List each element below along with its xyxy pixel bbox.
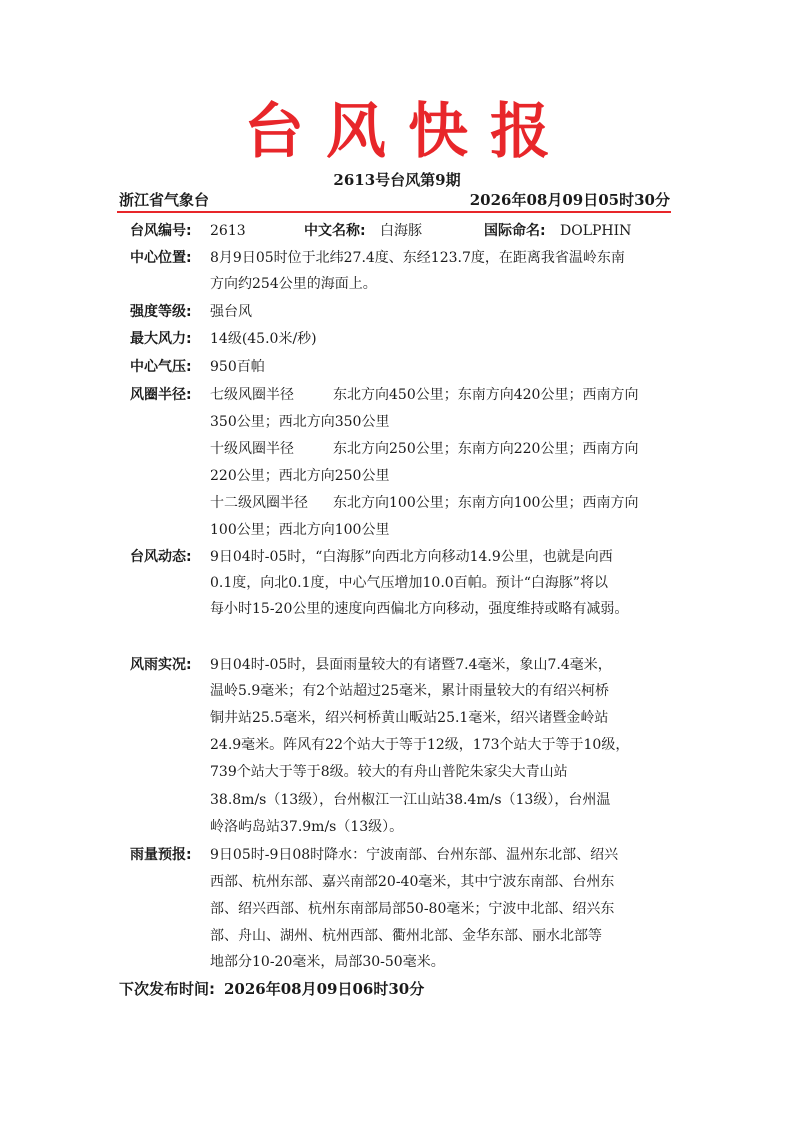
rain-forecast-line: 部、舟山、湖州、杭州西部、衢州北部、金华东部、丽水北部等 <box>210 928 602 944</box>
max-wind-label: 最大风力: <box>130 331 192 347</box>
issue-datetime: 2026年08月09日05时30分 <box>469 191 670 209</box>
intl-name-label: 国际命名: <box>484 223 546 239</box>
movement-line: 每小时15-20公里的速度向西偏北方向移动，强度维持或略有减弱。 <box>210 601 629 617</box>
rain-forecast-block <box>0 842 794 977</box>
wind-ring-name: 十级风圈半径 <box>210 441 294 457</box>
observations-line: 温岭5.9毫米；有2个站超过25毫米，累计雨量较大的有绍兴柯桥 <box>210 683 609 699</box>
issue-number: 2613号台风第9期 <box>333 171 461 189</box>
rain-forecast-line: 地部分10-20毫米，局部30-50毫米。 <box>210 954 445 970</box>
wind-ring-name: 七级风圈半径 <box>210 387 294 403</box>
wind-ring-line: 东北方向450公里；东南方向420公里；西南方向 <box>333 387 639 403</box>
observations-line: 739个站大于等于8级。较大的有舟山普陀朱家尖大青山站 <box>210 764 568 780</box>
typhoon-ids-row <box>0 218 794 244</box>
intl-name-value: DOLPHIN <box>560 223 632 239</box>
cn-name-label: 中文名称: <box>304 223 366 239</box>
intensity-value: 强台风 <box>210 304 252 320</box>
wind-radius-block <box>0 382 794 542</box>
observations-line: 铜井站25.5毫米，绍兴柯桥黄山畈站25.1毫米，绍兴诸暨金岭站 <box>210 710 609 726</box>
wind-ring-line: 东北方向100公里；东南方向100公里；西南方向 <box>333 495 639 511</box>
typhoon-number-label: 台风编号: <box>130 223 192 239</box>
wind-radius-label: 风圈半径: <box>130 387 192 403</box>
intensity-row <box>0 299 794 325</box>
max-wind-value: 14级(45.0米/秒) <box>210 331 317 347</box>
rain-forecast-line: 西部、杭州东部、嘉兴南部20-40毫米，其中宁波东南部、台州东 <box>210 874 615 890</box>
wind-ring-line: 100公里；西北方向100公里 <box>210 522 390 538</box>
agency-name: 浙江省气象台 <box>119 191 210 209</box>
wind-ring-line: 220公里；西北方向250公里 <box>210 468 390 484</box>
next-issue-value: 2026年08月09日06时30分 <box>224 980 425 998</box>
observations-line: 9日04时-05时，县面雨量较大的有诸暨7.4毫米，象山7.4毫米， <box>210 657 612 673</box>
movement-line: 0.1度，向北0.1度，中心气压增加10.0百帕。预计“白海豚”将以 <box>210 575 609 591</box>
pressure-value: 950百帕 <box>210 359 265 375</box>
wind-ring-name: 十二级风圈半径 <box>210 495 308 511</box>
cn-name-value: 白海豚 <box>380 223 422 239</box>
observations-line: 38.8m/s（13级），台州椒江一江山站38.4m/s（13级），台州温 <box>210 792 611 808</box>
max-wind-row <box>0 326 794 352</box>
next-issue-label: 下次发布时间: <box>119 980 215 998</box>
movement-block <box>0 544 794 624</box>
pressure-label: 中心气压: <box>130 359 192 375</box>
observations-line: 24.9毫米。阵风有22个站大于等于12级，173个站大于等于10级， <box>210 737 630 753</box>
wind-ring-line: 东北方向250公里；东南方向220公里；西南方向 <box>333 441 639 457</box>
center-position-line: 8月9日05时位于北纬27.4度、东经123.7度，在距离我省温岭东南 <box>210 250 625 266</box>
movement-label: 台风动态: <box>130 549 192 565</box>
observations-line: 岭洛屿岛站37.9m/s（13级）。 <box>210 819 404 835</box>
center-position-label: 中心位置: <box>130 250 192 266</box>
observations-label: 风雨实况: <box>130 657 192 673</box>
rain-forecast-label: 雨量预报: <box>130 847 192 863</box>
bulletin-title: 台风快报 <box>244 97 572 167</box>
movement-line: 9日04时-05时，“白海豚”向西北方向移动14.9公里，也就是向西 <box>210 549 613 565</box>
intensity-label: 强度等级: <box>130 304 192 320</box>
rain-forecast-line: 9日05时-9日08时降水：宁波南部、台州东部、温州东北部、绍兴 <box>210 847 619 863</box>
wind-ring-line: 350公里；西北方向350公里 <box>210 414 390 430</box>
typhoon-number-value: 2613 <box>210 223 246 239</box>
observations-block <box>0 652 794 842</box>
center-position-line: 方向约254公里的海面上。 <box>210 276 377 292</box>
center-position-row <box>0 245 794 297</box>
rain-forecast-line: 部、绍兴西部、杭州东南部局部50-80毫米；宁波中北部、绍兴东 <box>210 901 615 917</box>
header-divider <box>117 211 671 213</box>
pressure-row <box>0 354 794 380</box>
